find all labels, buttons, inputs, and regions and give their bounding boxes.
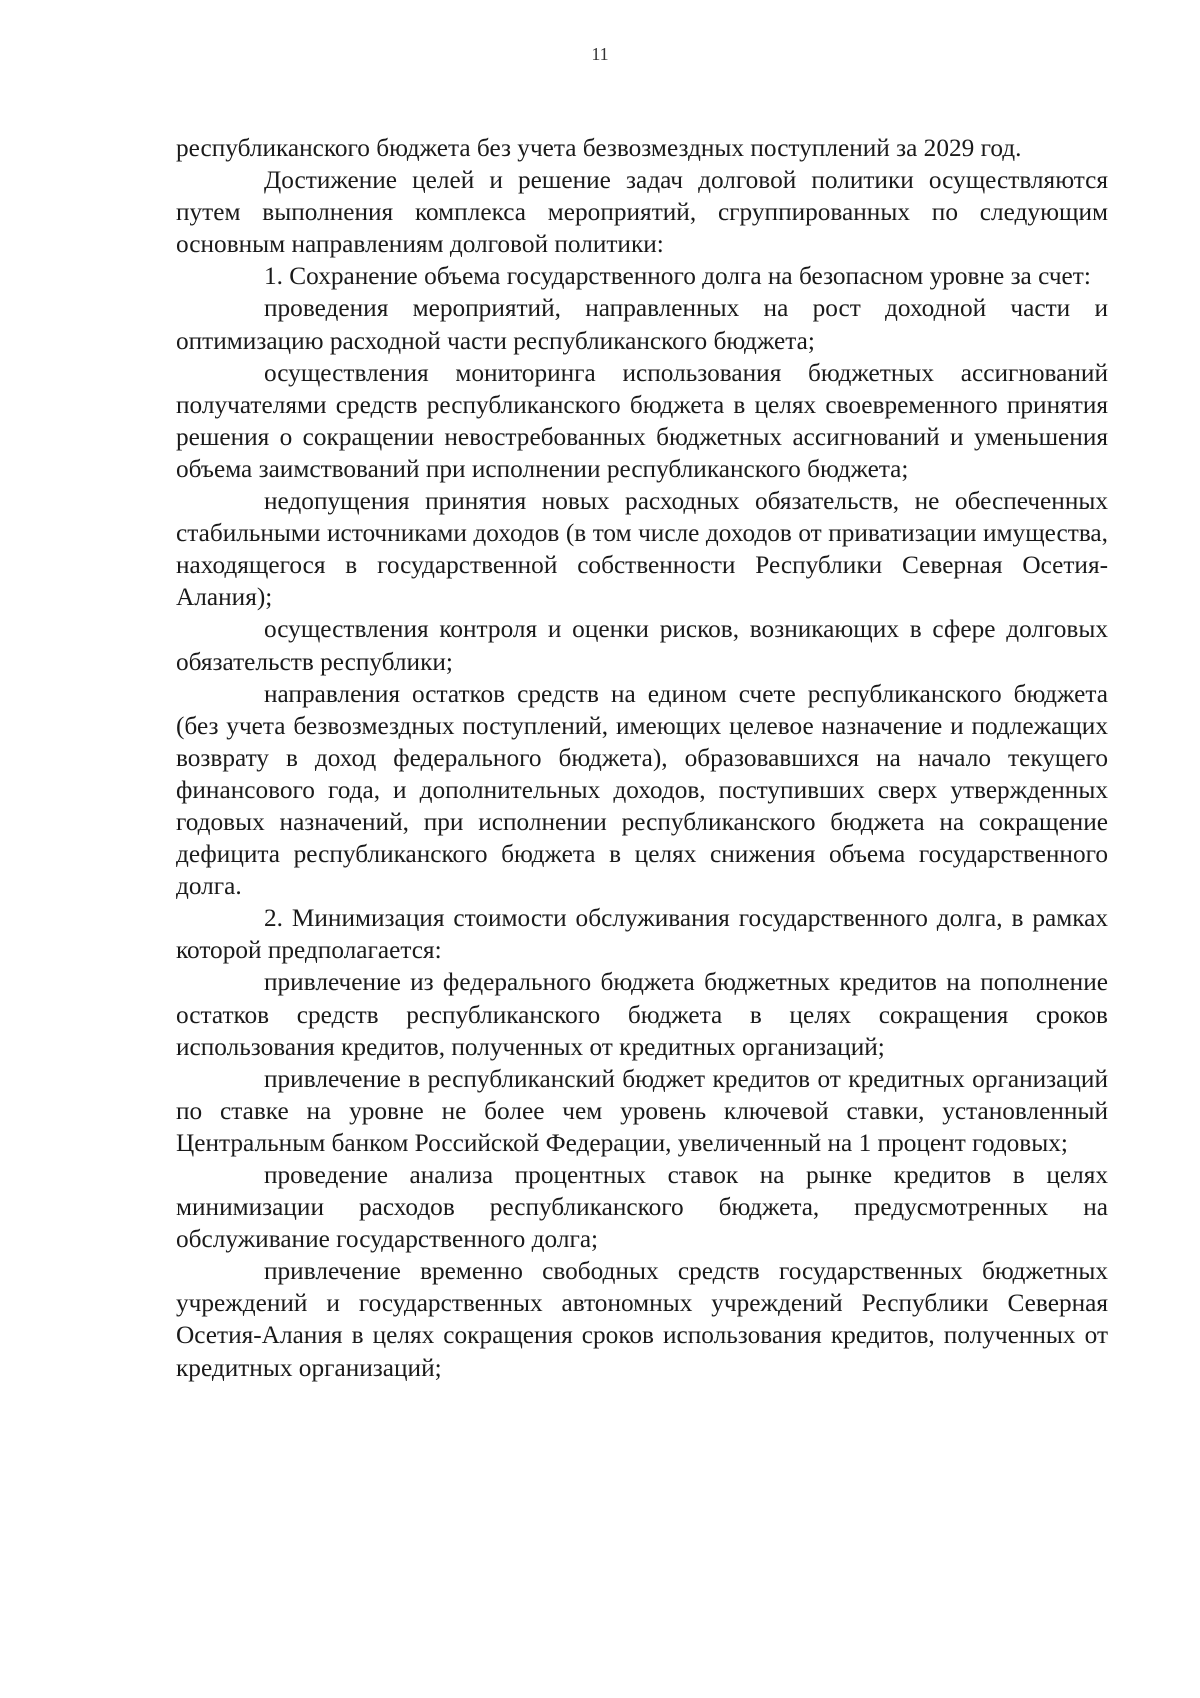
- list-item: проведение анализа процентных ставок на рынке кредитов в целях минимизации расходов республиканского бюджета, предусмотренных на обслуживание государственного долга;: [176, 1161, 1108, 1254]
- document-body: [176, 132, 1108, 1384]
- list-item: направления остатков средств на едином счете республиканского бюджета (без учета безвозмездных поступлений, имеющих целевое назначение и подлежащих возврату в доход федерального бюджета), образовавшихся на начало текущего финансового года, и дополнительных доходов, поступивших сверх утвержденных годовых назначений, при исполнении республиканского бюджета на сокращение дефицита республиканского бюджета в целях снижения объема государственного долга.: [176, 679, 1108, 901]
- page-number: 11: [591, 44, 609, 64]
- list-item: осуществления контроля и оценки рисков, возникающих в сфере долговых обязательств республики;: [176, 615, 1108, 676]
- list-item: привлечение в республиканский бюджет кредитов от кредитных организаций по ставке на уровне не более чем уровень ключевой ставки, установленный Центральным банком Российской Федерации, увеличенный на 1 процент годовых;: [176, 1064, 1108, 1157]
- section-heading-1: 1. Сохранение объема государственного долга на безопасном уровне за счет:: [264, 262, 1091, 291]
- section-heading-2: 2. Минимизация стоимости обслуживания государственного долга, в рамках которой предполагается:: [176, 904, 1108, 965]
- list-item: привлечение из федерального бюджета бюджетных кредитов на пополнение остатков средств республиканского бюджета в целях сокращения сроков использования кредитов, полученных от кредитных организаций;: [176, 968, 1108, 1061]
- list-item: привлечение временно свободных средств государственных бюджетных учреждений и государственных автономных учреждений Республики Северная Осетия-Алания в целях сокращения сроков использования кредитов, полученных от кредитных организаций;: [176, 1257, 1108, 1382]
- paragraph: Достижение целей и решение задач долговой политики осуществляются путем выполнения комплекса мероприятий, сгруппированных по следующим основным направлениям долговой политики:: [176, 166, 1108, 259]
- paragraph: республиканского бюджета без учета безвозмездных поступлений за 2029 год.: [176, 134, 1022, 162]
- list-item: осуществления мониторинга использования бюджетных ассигнований получателями средств республиканского бюджета в целях своевременного принятия решения о сокращении невостребованных бюджетных ассигнований и уменьшения объема заимствований при исполнении республиканского бюджета;: [176, 358, 1108, 483]
- list-item: проведения мероприятий, направленных на рост доходной части и оптимизацию расходной части республиканского бюджета;: [176, 294, 1108, 355]
- list-item: недопущения принятия новых расходных обязательств, не обеспеченных стабильными источниками доходов (в том числе доходов от приватизации имущества, находящегося в государственной собственности Республики Северная Осетия-Алания);: [176, 487, 1108, 612]
